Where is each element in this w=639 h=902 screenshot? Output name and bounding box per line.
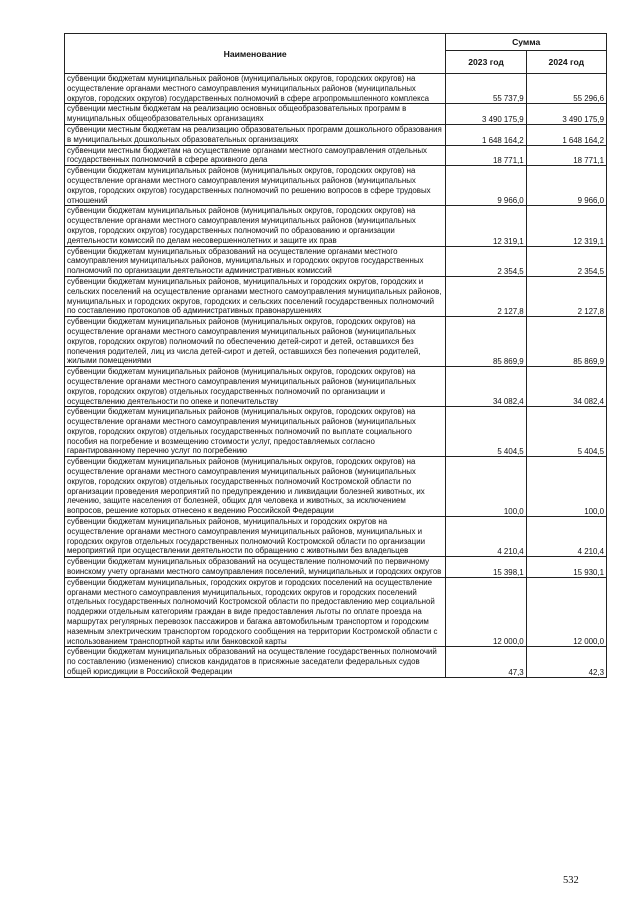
row-value-2024: 100,0 <box>526 457 606 517</box>
row-value-2023: 2 127,8 <box>446 276 526 316</box>
row-value-2024: 1 648 164,2 <box>526 124 606 145</box>
row-name: субвенции местным бюджетам на реализацию основных общеобразовательных программ в муниципальных общеобразовательных организациях <box>65 104 446 125</box>
row-value-2023: 2 354,5 <box>446 246 526 276</box>
table-row <box>65 317 607 367</box>
page-number: 532 <box>563 875 579 886</box>
table-row <box>65 246 607 276</box>
table-row <box>65 206 607 246</box>
table-row <box>65 124 607 145</box>
table-row <box>65 276 607 316</box>
row-name: субвенции бюджетам муниципальных районов (муниципальных округов, городских округов) на осуществление органами местного самоуправления муниципальных районов (муниципальных округов, городских округов) государственных полномочий по решению вопросов в сфере трудовых отношений <box>65 166 446 206</box>
row-value-2023: 47,3 <box>446 647 526 677</box>
table-row <box>65 517 607 557</box>
row-value-2024: 85 869,9 <box>526 317 606 367</box>
header-sum: Сумма <box>446 34 607 51</box>
header-year-2024: 2024 год <box>526 51 606 74</box>
row-value-2023: 5 404,5 <box>446 407 526 457</box>
row-name: субвенции бюджетам муниципальных районов (муниципальных округов, городских округов) на осуществление органами местного самоуправления муниципальных районов (муниципальных округов, городских округов) государственных полномочий в сфере агропромышленного комплекса <box>65 74 446 104</box>
row-value-2023: 34 082,4 <box>446 367 526 407</box>
row-name: субвенции бюджетам муниципальных районов (муниципальных округов, городских округов) на осуществление органами местного самоуправления муниципальных районов (муниципальных округов, городских округов) полномочий по обеспечению детей-сирот и детей, оставшихся без попечения родителей, лиц из числа детей-сирот и детей, оставшихся без попечения родителей, жилыми помещениями <box>65 317 446 367</box>
row-name: субвенции бюджетам муниципальных районов (муниципальных округов, городских округов) на осуществление органами местного самоуправления муниципальных районов (муниципальных округов, городских округов) отдельных государственных полномочий Костромской области по организации проведения мероприятий по предупреждению и ликвидации болезней животных, их лечению, защите населения от болезней, общих для человека и животных, за исключением вопросов, решение которых отнесено к ведению Российской Федерации <box>65 457 446 517</box>
row-value-2024: 15 930,1 <box>526 557 606 578</box>
row-value-2023: 4 210,4 <box>446 517 526 557</box>
row-value-2024: 42,3 <box>526 647 606 677</box>
row-name: субвенции бюджетам муниципальных образований на осуществление органами местного самоуправления муниципальных районов, муниципальных и городских округов государственных полномочий по организации деятельности административных комиссий <box>65 246 446 276</box>
row-name: субвенции бюджетам муниципальных районов, муниципальных и городских округов на осуществление органами местного самоуправления муниципальных районов, муниципальных и городских округов отдельных государственных полномочий Костромской области по организации мероприятий при осуществлении деятельности по обращению с животными без владельцев <box>65 517 446 557</box>
row-name: субвенции бюджетам муниципальных, городских округов и городских поселений на осуществление органами местного самоуправления муниципальных, городских округов и городских поселений отдельных государственных полномочий Костромской области по предоставлению мер социальной поддержки отдельным категориям граждан в виде предоставления льготы по оплате проезда на маршрутах регулярных перевозок пассажиров и багажа автомобильным транспортом и городским наземным электрическим транспортом городского сообщения на территории Костромской области с использованием транспортной карты или банковской карты <box>65 577 446 647</box>
row-value-2023: 9 966,0 <box>446 166 526 206</box>
row-value-2023: 55 737,9 <box>446 74 526 104</box>
row-value-2023: 12 000,0 <box>446 577 526 647</box>
row-value-2023: 85 869,9 <box>446 317 526 367</box>
row-value-2023: 18 771,1 <box>446 145 526 166</box>
table-row <box>65 74 607 104</box>
row-value-2023: 3 490 175,9 <box>446 104 526 125</box>
row-value-2023: 15 398,1 <box>446 557 526 578</box>
budget-table <box>64 33 607 678</box>
row-name: субвенции бюджетам муниципальных районов (муниципальных округов, городских округов) на осуществление органами местного самоуправления муниципальных районов (муниципальных округов, городских округов) государственных полномочий по образованию и организации деятельности комиссий по делам несовершеннолетних и защите их прав <box>65 206 446 246</box>
row-name: субвенции местным бюджетам на осуществление органами местного самоуправления отдельных государственных полномочий в сфере архивного дела <box>65 145 446 166</box>
row-name: субвенции бюджетам муниципальных районов, муниципальных и городских округов, городских и сельских поселений на осуществление органами местного самоуправления муниципальных районов, муниципальных и городских округов, городских и сельских поселений государственных полномочий по составлению протоколов об административных правонарушениях <box>65 276 446 316</box>
row-value-2023: 12 319,1 <box>446 206 526 246</box>
row-value-2024: 4 210,4 <box>526 517 606 557</box>
row-name: субвенции бюджетам муниципальных образований на осуществление полномочий по первичному воинскому учету органами местного самоуправления поселений, муниципальных и городских округов <box>65 557 446 578</box>
table-row <box>65 407 607 457</box>
table-row <box>65 647 607 677</box>
row-value-2024: 9 966,0 <box>526 166 606 206</box>
row-value-2024: 3 490 175,9 <box>526 104 606 125</box>
row-value-2024: 34 082,4 <box>526 367 606 407</box>
header-year-2023: 2023 год <box>446 51 526 74</box>
table-row <box>65 166 607 206</box>
row-name: субвенции бюджетам муниципальных образований на осуществление государственных полномочий по составлению (изменению) списков кандидатов в присяжные заседатели федеральных судов общей юрисдикции в Российской Федерации <box>65 647 446 677</box>
table-row <box>65 577 607 647</box>
row-value-2024: 12 000,0 <box>526 577 606 647</box>
row-value-2023: 1 648 164,2 <box>446 124 526 145</box>
row-value-2024: 5 404,5 <box>526 407 606 457</box>
row-value-2024: 2 127,8 <box>526 276 606 316</box>
row-value-2024: 12 319,1 <box>526 206 606 246</box>
table-row <box>65 104 607 125</box>
table-row <box>65 367 607 407</box>
table-row <box>65 457 607 517</box>
row-name: субвенции бюджетам муниципальных районов (муниципальных округов, городских округов) на осуществление органами местного самоуправления муниципальных районов (муниципальных округов, городских округов) отдельных государственных полномочий по выплате социального пособия на погребение и возмещению стоимости услуг, предоставляемых согласно гарантированному перечню услуг по погребению <box>65 407 446 457</box>
table-row <box>65 557 607 578</box>
row-value-2024: 18 771,1 <box>526 145 606 166</box>
row-value-2023: 100,0 <box>446 457 526 517</box>
row-name: субвенции бюджетам муниципальных районов (муниципальных округов, городских округов) на осуществление органами местного самоуправления муниципальных районов (муниципальных округов, городских округов) отдельных государственных полномочий по организации и осуществлению деятельности по опеке и попечительству <box>65 367 446 407</box>
header-name: Наименование <box>65 34 446 74</box>
row-value-2024: 55 296,6 <box>526 74 606 104</box>
table-row <box>65 145 607 166</box>
row-name: субвенции местным бюджетам на реализацию образовательных программ дошкольного образования в муниципальных дошкольных образовательных организациях <box>65 124 446 145</box>
row-value-2024: 2 354,5 <box>526 246 606 276</box>
